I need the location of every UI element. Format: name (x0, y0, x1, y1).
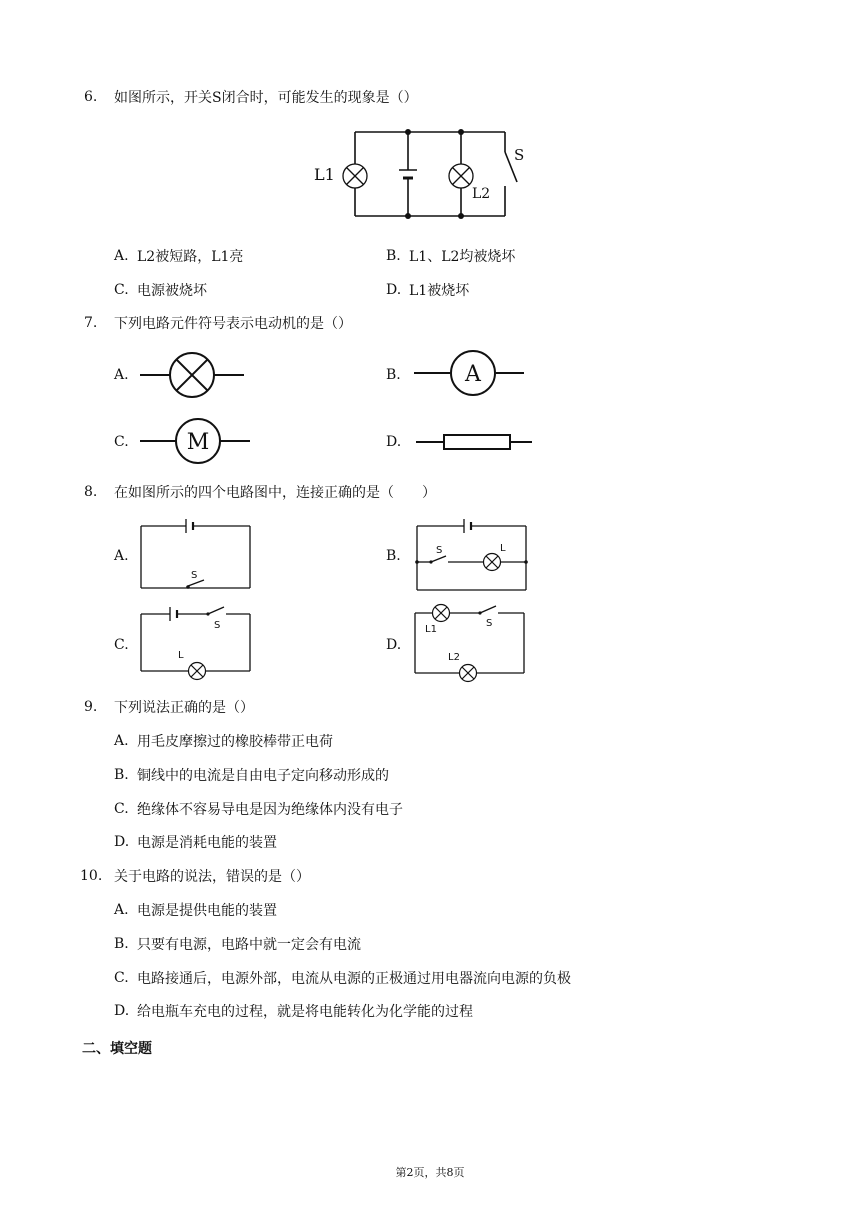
question-stem: 在如图所示的四个电路图中，连接正确的是（ ） (114, 485, 436, 501)
option-letter: B. (114, 767, 129, 783)
option-letter: A. (114, 367, 129, 383)
option-text: 铜线中的电流是自由电子定向移动形成的 (137, 768, 389, 784)
q8-circuit-b (414, 518, 529, 592)
option-letter: D. (386, 637, 402, 653)
option-text: 电路接通后，电源外部，电流从电源的正极通过用电器流向电源的负极 (137, 971, 571, 987)
label-s: S (486, 618, 493, 629)
option-letter: B. (386, 548, 401, 564)
question-number: 7. (84, 315, 98, 331)
option-text: 只要有电源，电路中就一定会有电流 (137, 937, 361, 953)
label-l2: L2 (448, 652, 460, 663)
label-l: L (178, 650, 184, 661)
option-text: L2被短路，L1亮 (137, 249, 244, 265)
page-footer: 第2页，共8页 (395, 1166, 465, 1179)
option-letter: B. (114, 936, 129, 952)
question-number: 8. (84, 484, 98, 500)
question-number: 9. (84, 699, 98, 715)
option-text: 电源是提供电能的装置 (137, 903, 277, 919)
q6-circuit-figure (310, 124, 540, 224)
question-stem: 如图所示，开关S闭合时，可能发生的现象是（） (114, 90, 418, 106)
option-text: L1被烧坏 (409, 283, 470, 299)
option-letter: D. (114, 1003, 130, 1019)
option-letter: A. (114, 733, 129, 749)
question-number: 10. (80, 868, 103, 884)
option-text: 用毛皮摩擦过的橡胶棒带正电荷 (137, 734, 333, 750)
lamp-l1-icon (343, 164, 367, 188)
label-s: S (214, 620, 221, 631)
option-letter: B. (386, 248, 401, 264)
option-text: 电源是消耗电能的装置 (137, 835, 277, 851)
question-stem: 下列说法正确的是（） (114, 700, 254, 716)
option-text: 电源被烧坏 (137, 283, 207, 299)
label-s: S (514, 146, 525, 164)
motor-letter: M (186, 430, 210, 455)
option-letter: C. (114, 434, 129, 450)
label-s: S (191, 570, 198, 581)
label-l1: L1 (314, 165, 335, 184)
q8-circuit-a (140, 518, 252, 590)
option-letter: C. (114, 637, 129, 653)
lamp-l2-icon (449, 164, 473, 188)
option-text: 给电瓶车充电的过程，就是将电能转化为化学能的过程 (137, 1004, 473, 1020)
section-title: 二、填空题 (82, 1041, 152, 1057)
label-s: S (436, 545, 443, 556)
label-l: L (500, 543, 506, 554)
option-letter: A. (114, 548, 129, 564)
option-letter: D. (386, 434, 402, 450)
ammeter-letter: A (465, 362, 481, 387)
option-letter: C. (114, 282, 129, 298)
option-letter: D. (386, 282, 402, 298)
motor-symbol-icon (140, 418, 250, 464)
option-letter: C. (114, 970, 129, 986)
option-text: L1、L2均被烧坏 (409, 249, 516, 265)
q8-circuit-c (140, 604, 252, 680)
option-letter: B. (386, 367, 401, 383)
option-text: 绝缘体不容易导电是因为绝缘体内没有电子 (137, 802, 403, 818)
question-number: 6. (84, 89, 98, 105)
option-letter: A. (114, 248, 129, 264)
question-stem: 下列电路元件符号表示电动机的是（） (114, 316, 352, 332)
label-l1: L1 (425, 624, 437, 635)
label-l2: L2 (472, 186, 491, 202)
resistor-symbol-icon (416, 432, 532, 452)
question-stem: 关于电路的说法，错误的是（） (114, 869, 310, 885)
lamp-symbol-icon (140, 352, 244, 398)
option-letter: C. (114, 801, 129, 817)
option-letter: A. (114, 902, 129, 918)
q8-circuit-d (414, 602, 526, 682)
ammeter-symbol-icon (414, 350, 524, 396)
option-letter: D. (114, 834, 130, 850)
